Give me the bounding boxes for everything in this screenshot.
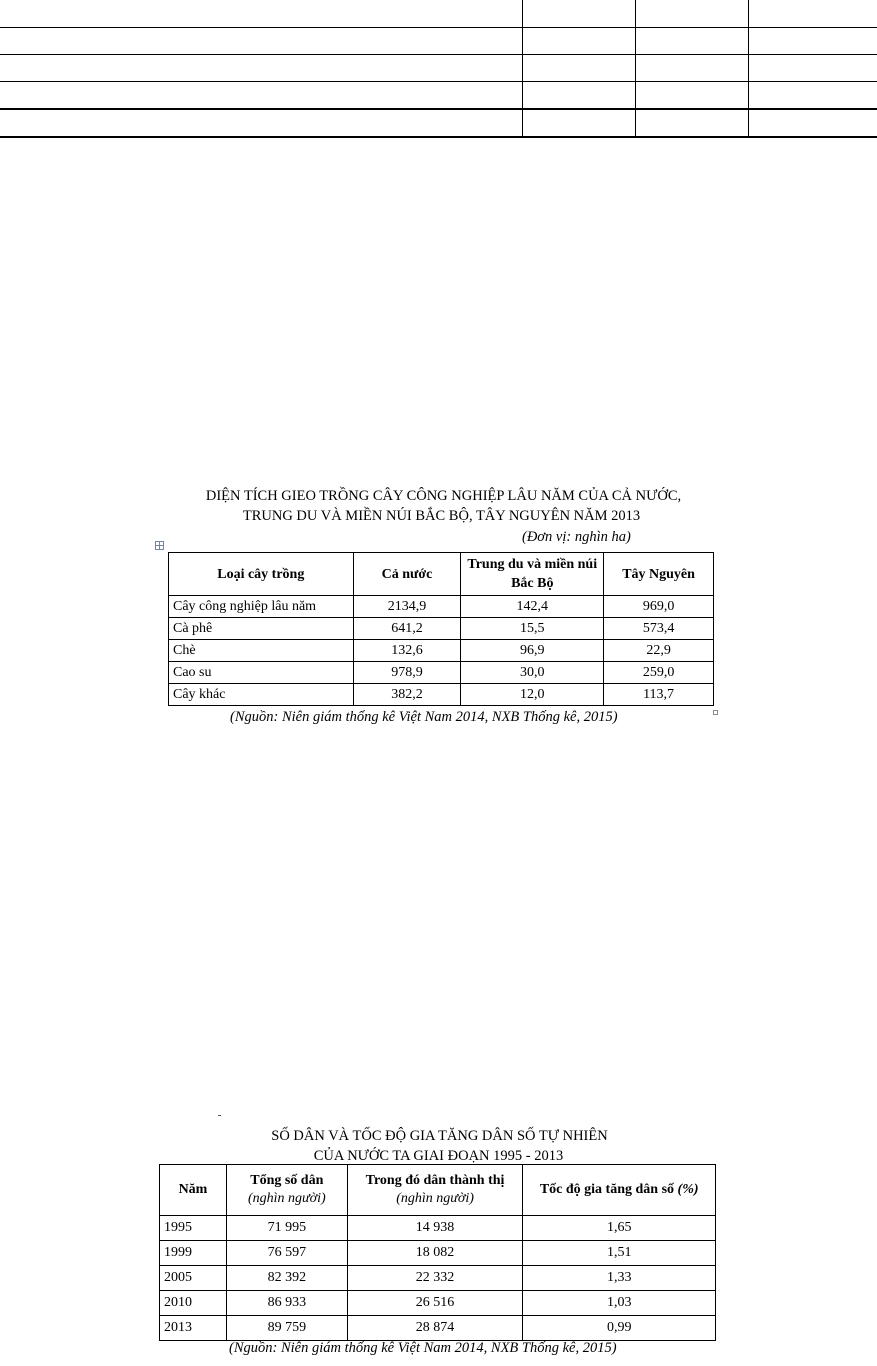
table2-title-line2: CỦA NƯỚC TA GIAI ĐOẠN 1995 - 2013 [313,1148,564,1164]
header-growth-label: Tốc độ gia tăng dân số [539,1182,675,1197]
cell: 14 938 [347,1216,523,1241]
header-population-label: Tổng số dân [250,1173,324,1188]
cell: 969,0 [604,596,714,618]
cell: 30,0 [461,662,604,684]
table-row [0,109,877,137]
table-row [169,640,714,662]
table1-title [0,486,877,526]
cell: 1,33 [523,1266,716,1291]
cell: 1,51 [523,1241,716,1266]
header-growth [523,1165,716,1216]
table-row [160,1216,716,1241]
table-row [169,662,714,684]
population-table [159,1164,716,1341]
cell: 28 874 [347,1316,523,1341]
cell: 132,6 [353,640,461,662]
table-row [160,1266,716,1291]
cell: 22 332 [347,1266,523,1291]
cell: 22,9 [604,640,714,662]
table1-source: (Nguồn: Niên giám thống kê Việt Nam 2014, NXB Thống kê, 2015) [230,709,618,725]
cell: 2013 [160,1316,227,1341]
cell: Cây công nghiệp lâu năm [169,596,354,618]
cell: 71 995 [226,1216,347,1241]
cell: 1995 [160,1216,227,1241]
table-row [0,82,877,110]
crop-area-table [168,552,714,706]
cell: Cao su [169,662,354,684]
table1-title-line1: DIỆN TÍCH GIEO TRỒNG CÂY CÔNG NGHIỆP LÂU NĂM CỦA CẢ NƯỚC, [205,488,682,504]
table-row [0,55,877,82]
table-row [0,0,877,28]
table-row [160,1241,716,1266]
header-whole-country: Cả nước [353,553,461,596]
cell: 96,9 [461,640,604,662]
header-population-unit: (nghìn người) [247,1191,326,1206]
table-row [169,684,714,706]
table-row [160,1291,716,1316]
table-header-row [169,553,714,596]
table-row [169,618,714,640]
cell: 86 933 [226,1291,347,1316]
table-row [169,596,714,618]
empty-answer-table [0,0,877,138]
cell: 259,0 [604,662,714,684]
table2-source: (Nguồn: Niên giám thống kê Việt Nam 2014, NXB Thống kê, 2015) [229,1340,617,1356]
table1-unit: (Đơn vị: nghìn ha) [522,529,631,545]
cell: 89 759 [226,1316,347,1341]
header-urban [347,1165,523,1216]
cell: 76 597 [226,1241,347,1266]
cell: 142,4 [461,596,604,618]
cell: 641,2 [353,618,461,640]
cell: 978,9 [353,662,461,684]
header-growth-unit: (%) [677,1182,699,1197]
cell: 382,2 [353,684,461,706]
cell: 15,5 [461,618,604,640]
cell: 26 516 [347,1291,523,1316]
cell: Cây khác [169,684,354,706]
cell: 2134,9 [353,596,461,618]
cell: 18 082 [347,1241,523,1266]
cell: 2005 [160,1266,227,1291]
cell: 1,03 [523,1291,716,1316]
cell: 1,65 [523,1216,716,1241]
cell: 2010 [160,1291,227,1316]
table-row [0,28,877,55]
cell: 573,4 [604,618,714,640]
table-row [160,1316,716,1341]
header-population [226,1165,347,1216]
cell: 113,7 [604,684,714,706]
table2-title-line1: SỐ DÂN VÀ TỐC ĐỘ GIA TĂNG DÂN SỐ TỰ NHIÊN [271,1128,608,1144]
header-year: Năm [160,1165,227,1216]
header-urban-label: Trong đó dân thành thị [365,1173,505,1188]
cell: 82 392 [226,1266,347,1291]
cell: 1999 [160,1241,227,1266]
header-central-highlands: Tây Nguyên [604,553,714,596]
cell: Cà phê [169,618,354,640]
table-header-row [160,1165,716,1216]
header-crop-type: Loại cây trồng [169,553,354,596]
table2-title [0,1126,877,1166]
table-resize-handle[interactable] [713,710,718,715]
table-move-handle-icon[interactable] [155,541,164,550]
cell: 12,0 [461,684,604,706]
stray-mark [218,1115,221,1116]
cell: Chè [169,640,354,662]
header-northern-midlands: Trung du và miền núi Bắc Bộ [461,553,604,596]
header-urban-unit: (nghìn người) [396,1191,474,1206]
table1-title-line2: TRUNG DU VÀ MIỀN NÚI BẮC BỘ, TÂY NGUYÊN NĂM 2013 [242,508,641,524]
cell: 0,99 [523,1316,716,1341]
